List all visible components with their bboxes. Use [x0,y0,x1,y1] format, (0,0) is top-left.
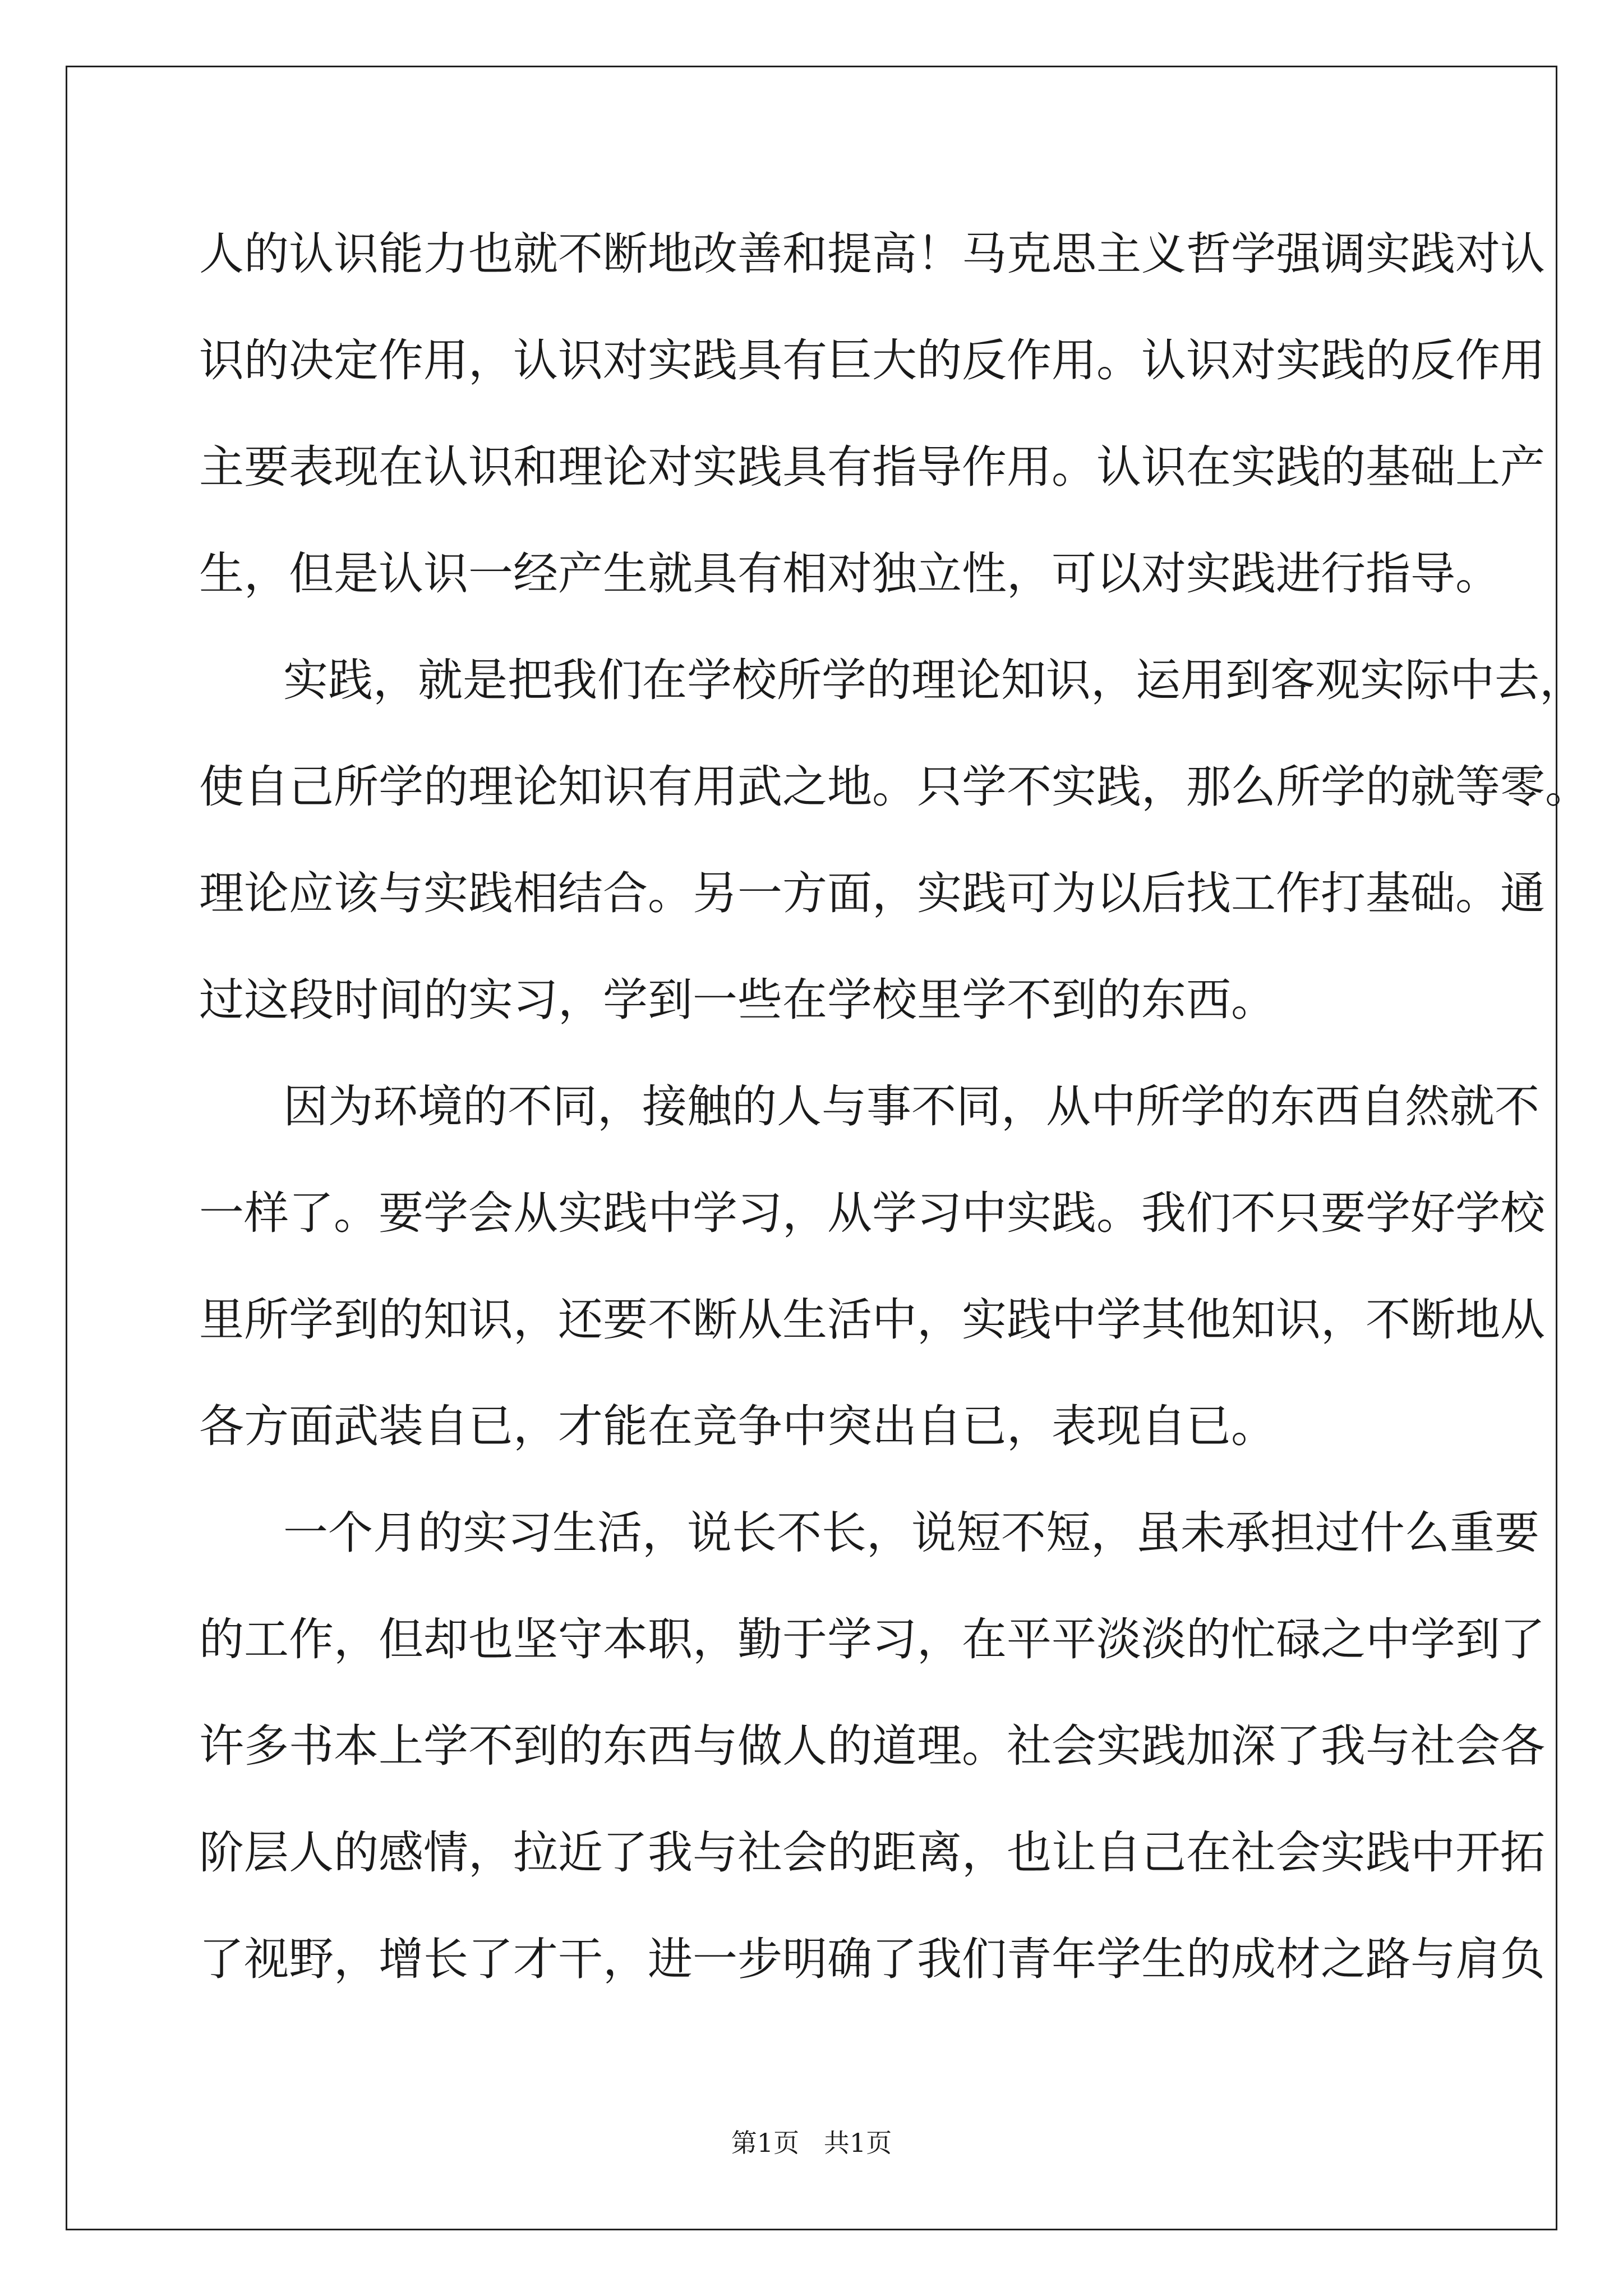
body-line-7: 理论应该与实践相结合。另一方面，实践可为以后找工作打基础。通 [199,867,1545,919]
body-line-1: 人的认识能力也就不断地改善和提高！马克思主义哲学强调实践对认 [199,228,1545,280]
body-line-16: 阶层人的感情，拉近了我与社会的距离，也让自己在社会实践中开拓 [199,1826,1545,1879]
page-border [66,66,1590,2230]
body-line-15: 许多书本上学不到的东西与做人的道理。社会实践加深了我与社会各 [199,1720,1545,1772]
body-line-6: 使自己所学的理论知识有用武之地。只学不实践，那么所学的就等零。 [199,761,1590,813]
body-line-5: 实践，就是把我们在学校所学的理论知识，运用到客观实际中去， [283,654,1584,706]
page-footer: 第1页 共1页 [731,2128,892,2158]
body-line-10: 一样了。要学会从实践中学习，从学习中实践。我们不只要学好学校 [199,1187,1545,1239]
body-line-13: 一个月的实习生活，说长不长，说短不短，虽未承担过什么重要 [283,1507,1539,1559]
body-line-9: 因为环境的不同，接触的人与事不同，从中所学的东西自然就不 [283,1080,1539,1133]
body-line-4: 生，但是认识一经产生就具有相对独立性，可以对实践进行指导。 [199,547,1500,600]
body-line-12: 各方面武装自已，才能在竞争中突出自已，表现自已。 [199,1400,1276,1452]
body-line-14: 的工作，但却也坚守本职，勤于学习，在平平淡淡的忙碌之中学到了 [199,1613,1545,1665]
body-line-11: 里所学到的知识，还要不断从生活中，实践中学其他知识，不断地从 [199,1294,1545,1346]
body-line-17: 了视野，增长了才干，进一步明确了我们青年学生的成材之路与肩负 [199,1933,1545,1985]
body-line-8: 过这段时间的实习，学到一些在学校里学不到的东西。 [199,974,1276,1026]
body-line-3: 主要表现在认识和理论对实践具有指导作用。认识在实践的基础上产 [199,441,1545,493]
body-line-2: 识的决定作用，认识对实践具有巨大的反作用。认识对实践的反作用 [199,334,1545,386]
